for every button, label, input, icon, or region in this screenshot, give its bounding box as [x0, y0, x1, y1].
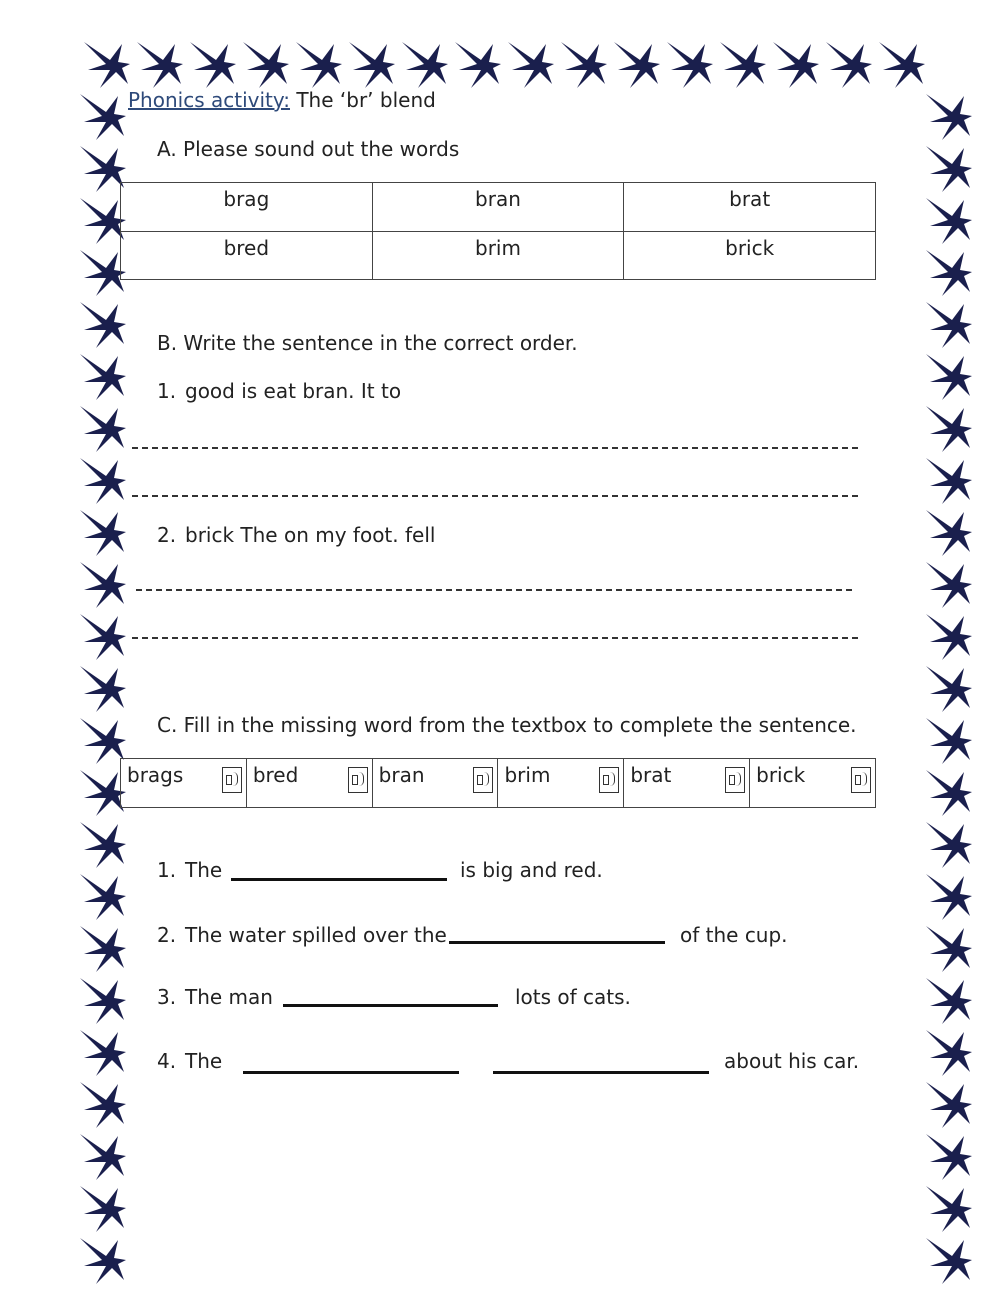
- fill-in-blank[interactable]: [243, 1071, 459, 1074]
- word-cell: brag: [121, 183, 373, 232]
- word-bank: [120, 758, 876, 808]
- speaker-icon[interactable]: [599, 767, 619, 793]
- fill-in-blank[interactable]: [449, 941, 665, 944]
- fill-in-blank[interactable]: [493, 1071, 709, 1074]
- speaker-icon[interactable]: [348, 767, 368, 793]
- word-cell: bred: [121, 231, 373, 280]
- speaker-icon[interactable]: [725, 767, 745, 793]
- word-cell: bran: [372, 183, 624, 232]
- worksheet-title: [128, 88, 436, 112]
- sentence-1-jumbled: good is eat bran. It to: [185, 379, 402, 403]
- table-row: [121, 231, 876, 280]
- answer-line[interactable]: [132, 447, 858, 449]
- section-b-heading: B. Write the sentence in the correct order.: [157, 331, 578, 355]
- section-c-heading: C. Fill in the missing word from the textbox to complete the sentence.: [157, 713, 857, 737]
- fill-4-number: 4.: [157, 1049, 177, 1073]
- speaker-icon[interactable]: [851, 767, 871, 793]
- section-a-heading: A. Please sound out the words: [157, 137, 460, 161]
- word-bank-word: bran: [378, 763, 425, 787]
- fill-2-after: of the cup.: [680, 923, 788, 947]
- word-bank-item[interactable]: [750, 759, 875, 807]
- answer-line[interactable]: [132, 637, 858, 639]
- title-text: The ‘br’ blend: [289, 88, 436, 112]
- fill-2-number: 2.: [157, 923, 177, 947]
- word-bank-item[interactable]: [373, 759, 499, 807]
- fill-2-before: The water spilled over the: [185, 923, 447, 947]
- sentence-2-number: 2.: [157, 523, 177, 547]
- word-bank-word: brick: [756, 763, 806, 787]
- fill-3-number: 3.: [157, 985, 177, 1009]
- sentence-1-number: 1.: [157, 379, 177, 403]
- word-bank-word: bred: [252, 763, 299, 787]
- word-bank-item[interactable]: [121, 759, 247, 807]
- fill-4-before: The: [185, 1049, 223, 1073]
- title-label: Phonics activity:: [128, 88, 290, 112]
- table-row: [121, 183, 876, 232]
- word-cell: brat: [624, 183, 876, 232]
- word-cell: brim: [372, 231, 624, 280]
- fill-1-after: is big and red.: [460, 858, 603, 882]
- fill-3-after: lots of cats.: [515, 985, 631, 1009]
- word-cell: brick: [624, 231, 876, 280]
- fill-3-before: The man: [185, 985, 273, 1009]
- speaker-icon[interactable]: [222, 767, 242, 793]
- word-bank-item[interactable]: [498, 759, 624, 807]
- word-bank-item[interactable]: [247, 759, 373, 807]
- word-table: [120, 182, 876, 280]
- word-bank-word: brat: [630, 763, 672, 787]
- word-bank-word: brags: [127, 763, 184, 787]
- fill-1-number: 1.: [157, 858, 177, 882]
- fill-in-blank[interactable]: [283, 1004, 498, 1007]
- fill-4-after: about his car.: [724, 1049, 860, 1073]
- answer-line[interactable]: [136, 589, 852, 591]
- sentence-2-jumbled: brick The on my foot. fell: [185, 523, 436, 547]
- answer-line[interactable]: [132, 495, 858, 497]
- word-bank-word: brim: [504, 763, 551, 787]
- speaker-icon[interactable]: [473, 767, 493, 793]
- fill-1-before: The: [185, 858, 223, 882]
- word-bank-item[interactable]: [624, 759, 750, 807]
- fill-in-blank[interactable]: [231, 878, 447, 881]
